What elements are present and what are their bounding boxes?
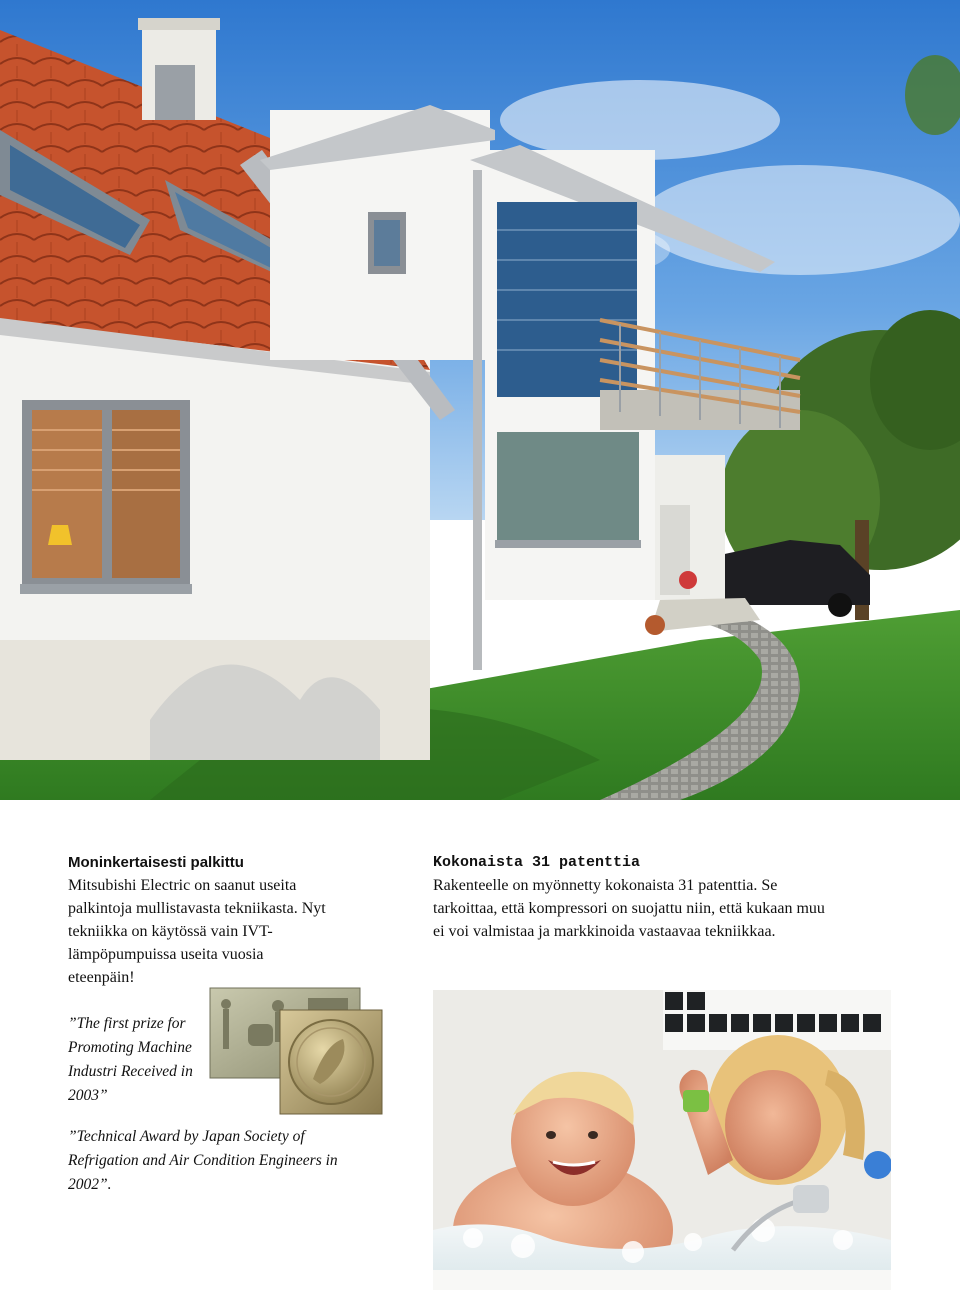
technical-award-quote: ”Technical Award by Japan Society of Refrigation and Air Condition Engineers in 2002”.: [68, 1128, 338, 1193]
children-illustration: [433, 990, 891, 1290]
patent-heading: Kokonaista 31 patenttia: [433, 854, 641, 871]
upper-window: [497, 202, 637, 397]
award-heading: Moninkertaisesti palkittu: [68, 854, 244, 871]
lower-window: [497, 432, 639, 544]
children-bath-photo: [433, 990, 891, 1290]
patent-body: Rakenteelle on myönnetty kokonaista 31 patenttia. Se tarkoittaa, että kompressori on suojattu niin, että kukaan muu ei voi valmistaa ja markkinoida vastaavaa tekniikkaa.: [433, 877, 825, 940]
girl-face: [725, 1070, 821, 1180]
patent-section: [433, 852, 833, 943]
award-body: Mitsubishi Electric on saanut useita palkintoja mullistavasta tekniikasta. Nyt tekniikka on käytössä vain IVT-lämpöpumpuissa useita vuosia eteenpäin!: [68, 877, 326, 986]
award-plaques: [208, 984, 388, 1119]
first-prize-quote: ”The first prize for Promoting Machine Industri Received in 2003”: [68, 1015, 193, 1104]
plaques-illustration: [208, 984, 388, 1119]
left-window: [20, 400, 192, 594]
award-section: [68, 852, 328, 989]
drainpipe: [473, 170, 482, 670]
